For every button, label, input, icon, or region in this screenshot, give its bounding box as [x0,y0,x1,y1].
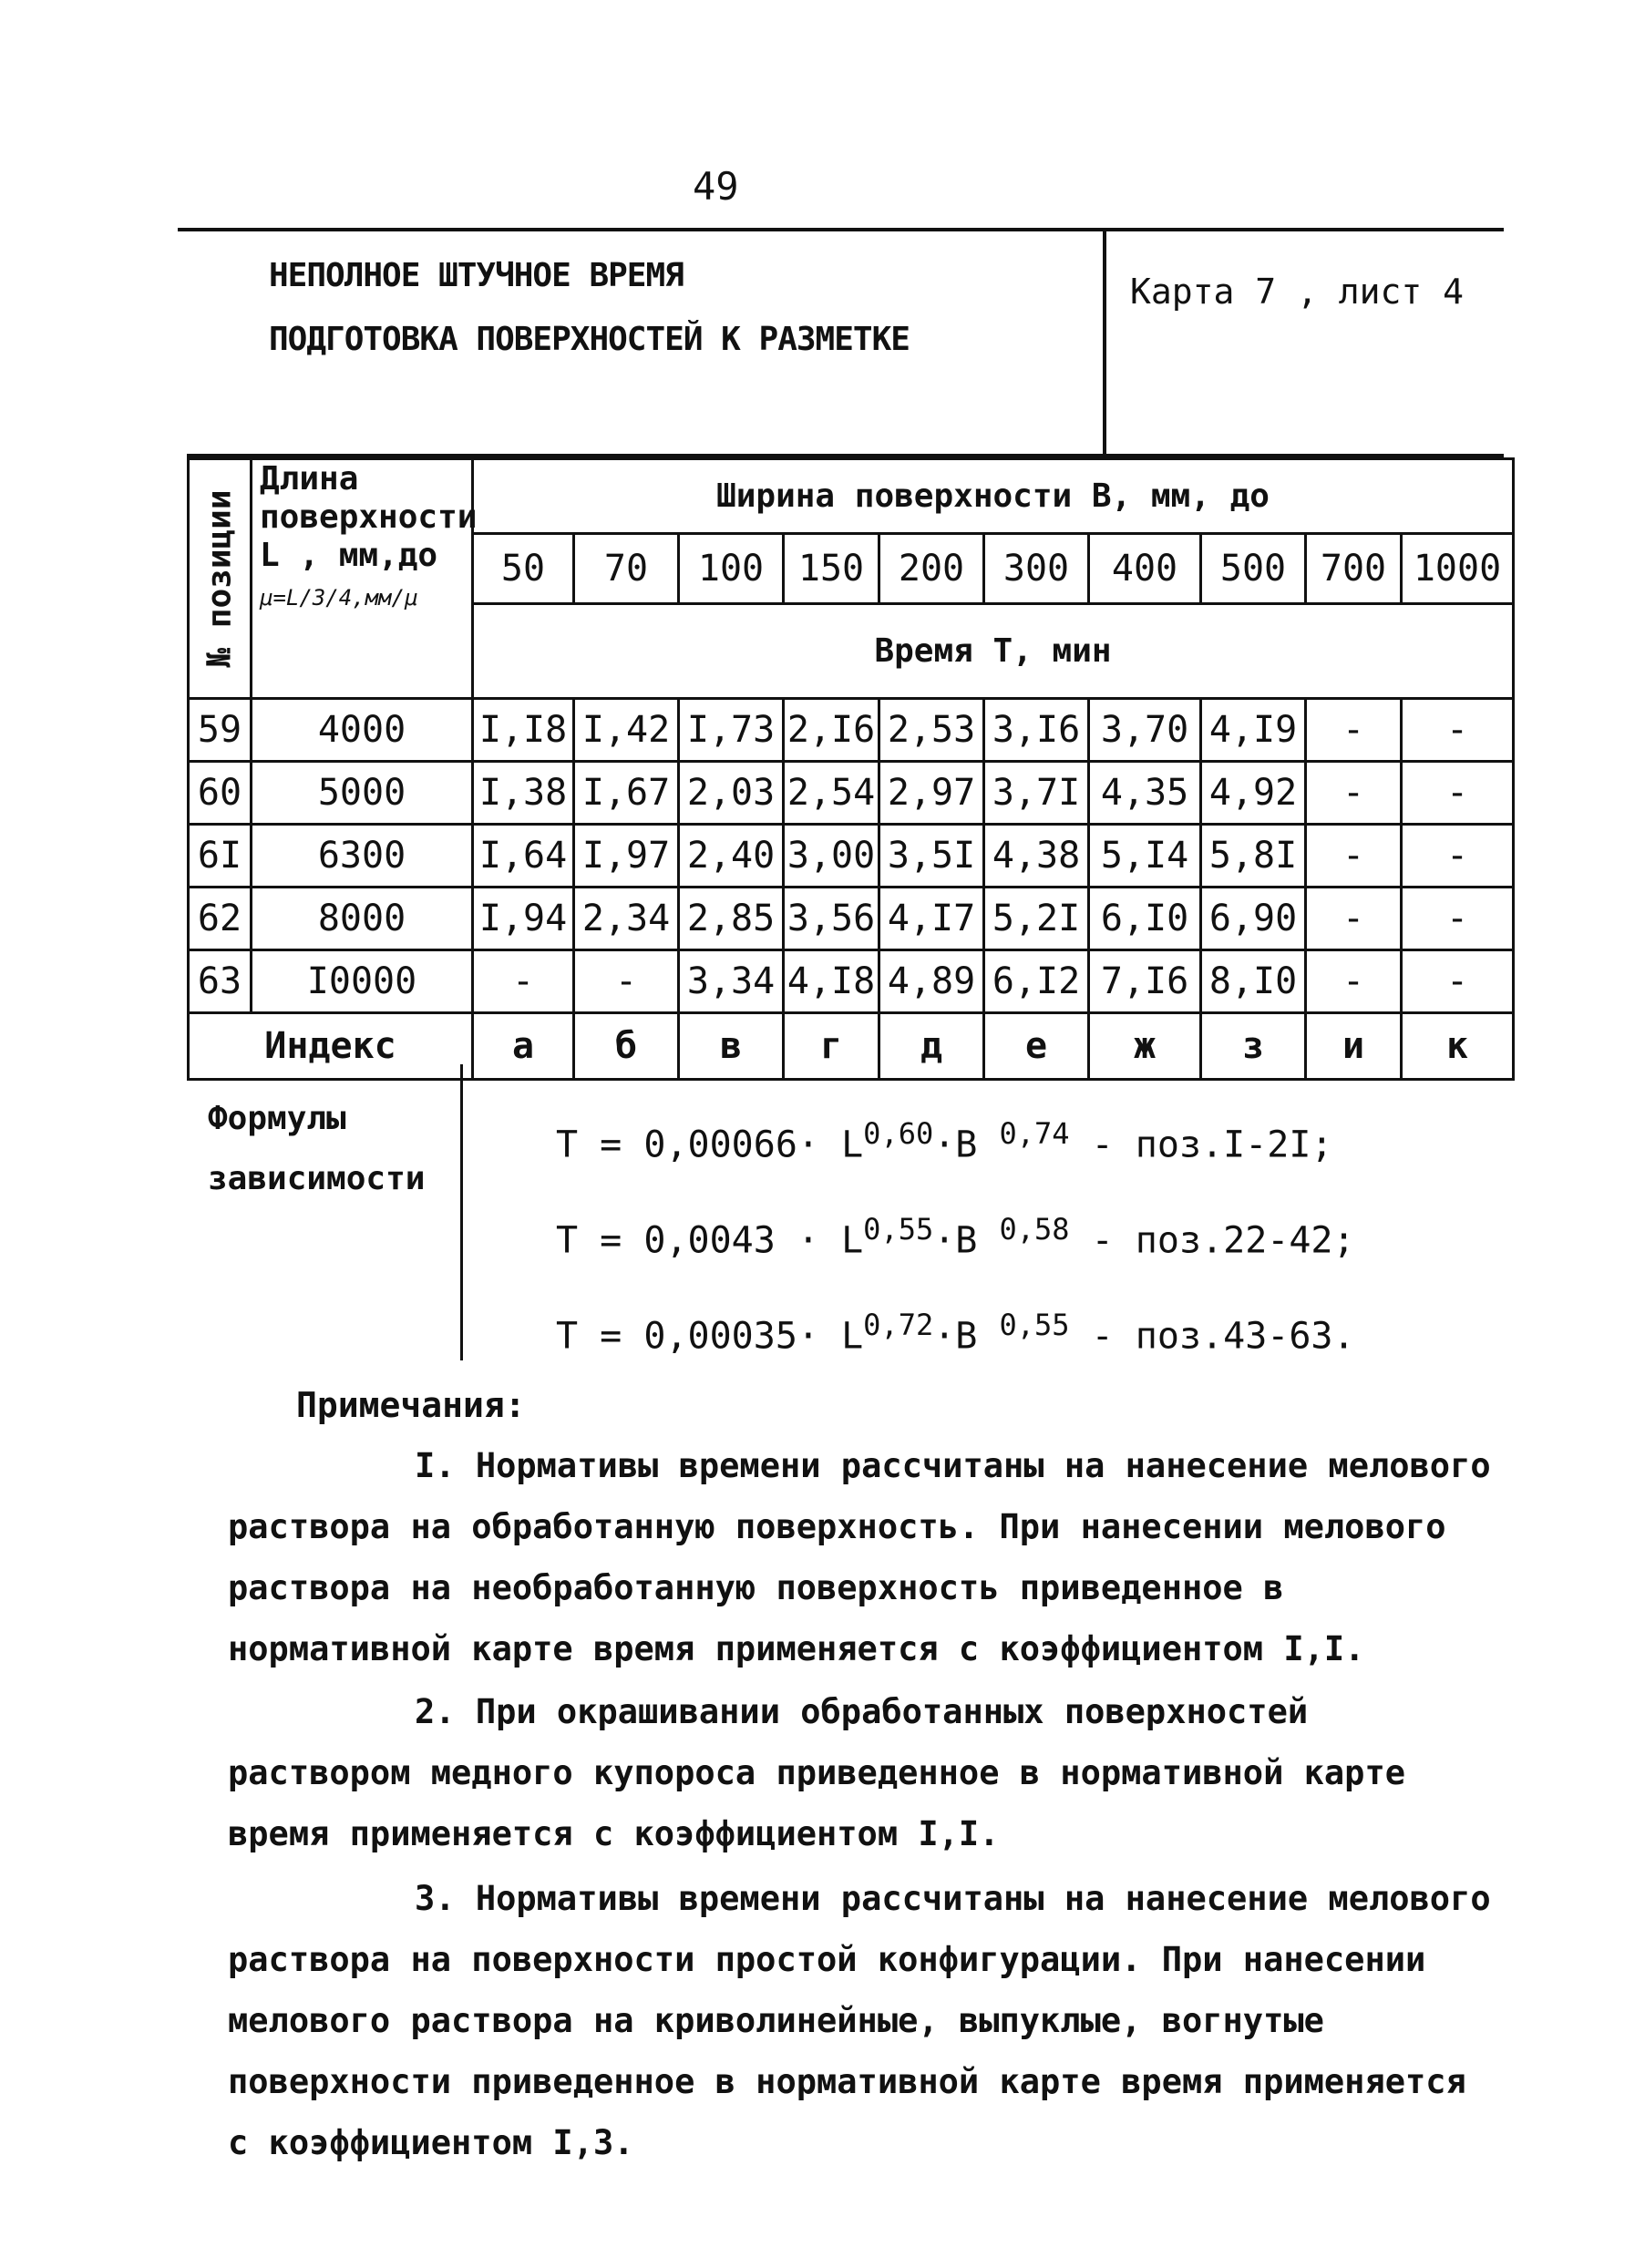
row-position: 6I [189,825,252,888]
row-value: I,I8 [473,699,574,762]
header-divider [1103,228,1106,456]
row-value: 3,34 [679,950,784,1013]
formula-mid: ·В [933,1219,1000,1262]
row-value: 5,I4 [1089,825,1201,888]
row-value: 7,I6 [1089,950,1201,1013]
index-cell: а [473,1013,574,1080]
row-value: 2,54 [784,762,879,825]
row-value: 2,I6 [784,699,879,762]
index-cell: к [1402,1013,1514,1080]
row-value: - [1402,825,1514,888]
row-value: 4,92 [1201,762,1306,825]
position-header: № позиции [189,459,252,699]
length-header: Длина поверхности L , мм,до μ=L/3/4,мм/μ [252,459,473,699]
index-cell: д [879,1013,984,1080]
formula-tail: - поз.22-42; [1069,1219,1355,1262]
formula-e2: 0,74 [999,1116,1070,1151]
row-value: - [1306,699,1402,762]
index-cell: в [679,1013,784,1080]
row-position: 62 [189,888,252,950]
row-value: 3,I6 [984,699,1089,762]
row-value: 6,90 [1201,888,1306,950]
formula-mid: ·В [933,1124,1000,1166]
row-value: - [1402,950,1514,1013]
row-value: 5,8I [1201,825,1306,888]
row-value: 3,7I [984,762,1089,825]
note-2: 2. При окрашивании обработанных поверхностей раствором медного купороса приведенное в нормативной карте время применяется с коэффициентом I,I. [228,1692,1406,1853]
row-position: 60 [189,762,252,825]
index-cell: е [984,1013,1089,1080]
row-value: 2,34 [574,888,679,950]
width-col-0: 50 [473,533,574,603]
width-col-5: 300 [984,533,1089,603]
width-col-9: 1000 [1402,533,1514,603]
row-value: 2,97 [879,762,984,825]
formula-base: Т = 0,00035· L [556,1315,864,1358]
formula-base: Т = 0,0043 · L [556,1219,864,1262]
formula-tail: - поз.43-63. [1069,1315,1355,1358]
row-length: 4000 [252,699,473,762]
time-header: Время Т, мин [473,603,1514,698]
index-cell: з [1201,1013,1306,1080]
row-value: 4,38 [984,825,1089,888]
row-value: I,73 [679,699,784,762]
index-cell: ж [1089,1013,1201,1080]
row-value: - [1402,762,1514,825]
note-3: 3. Нормативы времени рассчитаны на нанесение мелового раствора на поверхности простой конфигурации. При нанесении мелового раствора на криволинейные, выпуклые, вогнутые поверхности приведенное в нормативной карте время применяется с коэффициентом I,3. [228,1879,1491,2162]
formula-base: Т = 0,00066· L [556,1124,864,1166]
formula-e2: 0,55 [999,1308,1070,1342]
row-value: 3,70 [1089,699,1201,762]
title-line-2: ПОДГОТОВКА ПОВЕРХНОСТЕЙ К РАЗМЕТКЕ [269,321,910,358]
row-length: I0000 [252,950,473,1013]
header-top-rule [178,228,1504,231]
width-col-4: 200 [879,533,984,603]
row-value: - [574,950,679,1013]
row-value: I,67 [574,762,679,825]
row-value: 4,89 [879,950,984,1013]
row-value: 4,I8 [784,950,879,1013]
formula-mid: ·В [933,1315,1000,1358]
formula-e1: 0,72 [863,1308,934,1342]
row-value: 6,I0 [1089,888,1201,950]
note-1: I. Нормативы времени рассчитаны на нанесение мелового раствора на обработанную поверхность. При нанесении мелового раствора на необработанную поверхность приведенное в нормативной карте время применяется с коэффициентом I,I. [228,1446,1491,1668]
notes-heading: Примечания: [296,1385,526,1425]
table-row [189,825,1514,888]
row-value: - [1306,950,1402,1013]
row-value: 3,5I [879,825,984,888]
table-row [189,888,1514,950]
width-header: Ширина поверхности В, мм, до [473,459,1514,534]
formula-e1: 0,60 [863,1116,934,1151]
row-value: 4,35 [1089,762,1201,825]
index-cell: б [574,1013,679,1080]
row-value: 2,85 [679,888,784,950]
row-value: 2,53 [879,699,984,762]
card-sheet-label: Карта 7 , лист 4 [1130,272,1465,312]
title-line-1: НЕПОЛНОЕ ШТУЧНОЕ ВРЕМЯ [269,257,684,294]
row-value: 6,I2 [984,950,1089,1013]
width-col-8: 700 [1306,533,1402,603]
index-cell: г [784,1013,879,1080]
row-value: 2,03 [679,762,784,825]
formula-e2: 0,58 [999,1212,1070,1247]
row-position: 59 [189,699,252,762]
row-value: 3,00 [784,825,879,888]
index-cell: и [1306,1013,1402,1080]
width-col-2: 100 [679,533,784,603]
formula-e1: 0,55 [863,1212,934,1247]
time-norms-table [187,457,1515,1081]
row-value: I,94 [473,888,574,950]
width-col-1: 70 [574,533,679,603]
row-value: 4,I7 [879,888,984,950]
row-value: I,97 [574,825,679,888]
row-length: 6300 [252,825,473,888]
row-length: 8000 [252,888,473,950]
formula-line [556,1116,1333,1165]
index-row [189,1013,1514,1080]
row-value: - [473,950,574,1013]
formulas-label: Формулы зависимости [208,1100,426,1197]
page-number: 49 [693,164,739,209]
width-col-7: 500 [1201,533,1306,603]
table-row [189,699,1514,762]
width-col-3: 150 [784,533,879,603]
width-col-6: 400 [1089,533,1201,603]
formula-line [556,1212,1355,1261]
row-value: - [1306,888,1402,950]
row-value: I,38 [473,762,574,825]
formulas-left-rule [460,1064,463,1360]
row-value: 8,I0 [1201,950,1306,1013]
row-value: - [1402,699,1514,762]
row-length: 5000 [252,762,473,825]
row-value: - [1402,888,1514,950]
formula-tail: - поз.I-2I; [1069,1124,1333,1166]
table-row [189,762,1514,825]
row-value: 3,56 [784,888,879,950]
table-row [189,950,1514,1013]
row-value: 4,I9 [1201,699,1306,762]
row-value: - [1306,762,1402,825]
row-value: I,42 [574,699,679,762]
row-value: 2,40 [679,825,784,888]
row-value: I,64 [473,825,574,888]
row-value: 5,2I [984,888,1089,950]
row-value: - [1306,825,1402,888]
row-position: 63 [189,950,252,1013]
formula-line [556,1308,1355,1357]
index-label: Индекс [189,1013,473,1080]
